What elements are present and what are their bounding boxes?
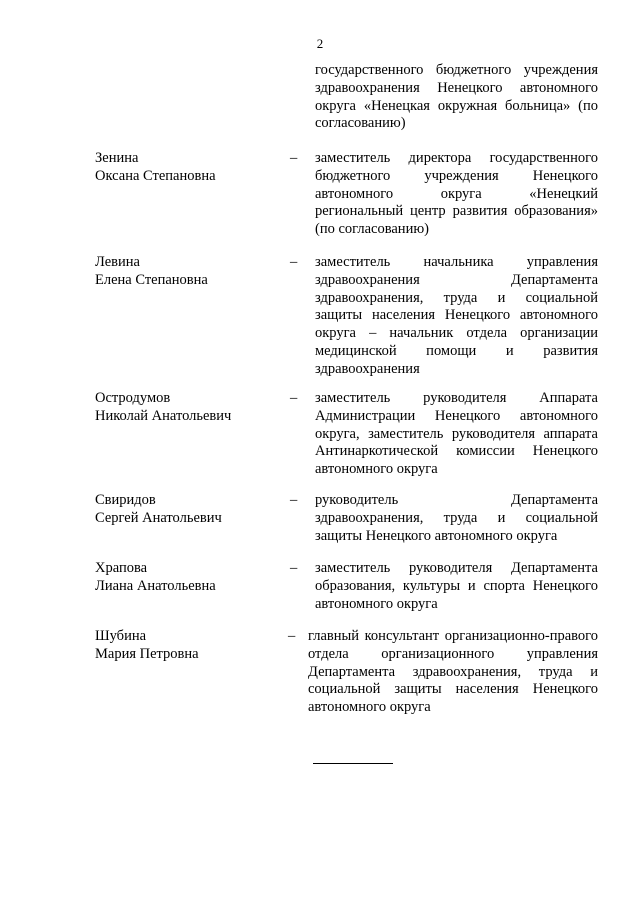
member-given-name: Лиана Анатольевна [95, 577, 216, 594]
member-surname: Храпова [95, 560, 148, 576]
closing-rule [313, 763, 393, 764]
member-position: главный консультант организационно-правого отдела организационного управления Департамента здравоохранения, труда и социальной защиты населения Ненецкого автономного округа [308, 628, 598, 716]
member-name [95, 492, 285, 528]
member-given-name: Николай Анатольевич [95, 407, 232, 424]
member-surname: Левина [95, 254, 140, 270]
dash: – [290, 254, 298, 270]
member-surname: Остродумов [95, 390, 171, 406]
dash: – [290, 560, 298, 576]
page-number: 2 [316, 36, 324, 51]
member-position: заместитель директора государственного бюджетного учреждения Ненецкого автономного округа «Ненецкий региональный центр развития образования» (по согласованию) [315, 150, 598, 238]
member-name [95, 628, 285, 664]
member-name [95, 390, 285, 426]
member-name [95, 254, 285, 290]
continuation-text: государственного бюджетного учреждения здравоохранения Ненецкого автономного округа «Ненецкая окружная больница» (по согласованию) [315, 62, 598, 132]
member-surname: Зенина [95, 150, 139, 166]
member-position: заместитель начальника управления здравоохранения Департамента здравоохранения, труда и социальной защиты населения Ненецкого автономного округа – начальник отдела организации медицинской помощи и развития здравоохранения [315, 254, 598, 377]
dash: – [290, 492, 298, 508]
member-name [95, 560, 285, 596]
member-surname: Шубина [95, 628, 147, 644]
member-position: руководитель Департамента здравоохранения, труда и социальной защиты Ненецкого автономного округа [315, 492, 598, 544]
member-surname: Свиридов [95, 492, 156, 508]
dash: – [288, 628, 296, 644]
member-given-name: Оксана Степановна [95, 167, 216, 184]
member-name [95, 150, 285, 186]
member-given-name: Сергей Анатольевич [95, 509, 222, 526]
member-given-name: Мария Петровна [95, 645, 199, 662]
dash: – [290, 150, 298, 166]
member-given-name: Елена Степановна [95, 271, 208, 288]
member-position: заместитель руководителя Департамента образования, культуры и спорта Ненецкого автономного округа [315, 560, 598, 612]
member-position: заместитель руководителя Аппарата Администрации Ненецкого автономного округа, заместитель руководителя аппарата Антинаркотической комиссии Ненецкого автономного округа [315, 390, 598, 478]
dash: – [290, 390, 298, 406]
